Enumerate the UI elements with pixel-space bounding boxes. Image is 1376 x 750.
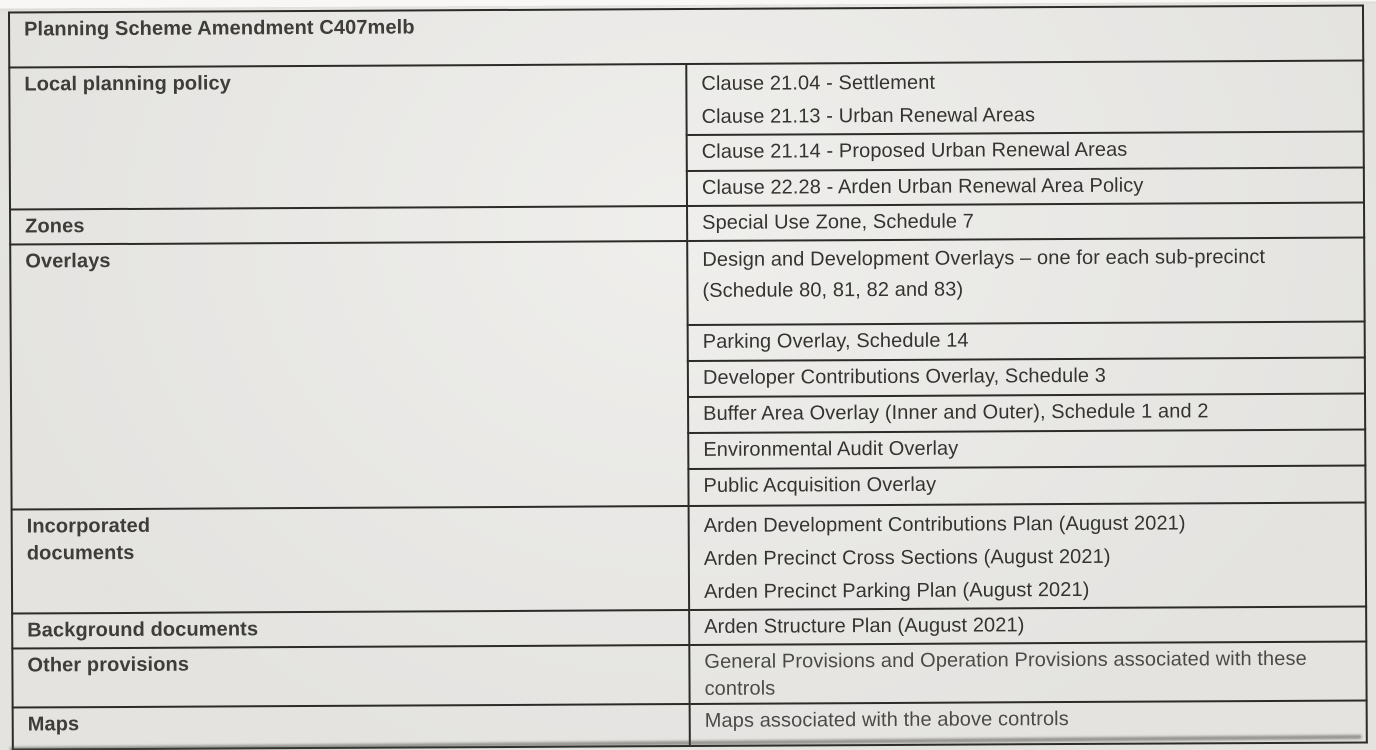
table-row: [12, 502, 1367, 613]
overlay-parking: Parking Overlay, Schedule 14: [702, 329, 969, 353]
doc-arden-dev-contributions-plan: Arden Development Contributions Plan (August 2021): [703, 512, 1186, 537]
clause-2114: Clause 21.14 - Proposed Urban Renewal Areas: [701, 138, 1128, 163]
cell-overlays-5: [688, 429, 1365, 469]
incorporated-documents-label: Incorporated documents: [26, 514, 151, 565]
row-label-overlays: Overlays: [10, 241, 688, 510]
cell-local-planning-policy-2: [687, 131, 1364, 171]
row-label-local-planning-policy: Local planning policy: [9, 64, 687, 210]
cell-other-provisions: [689, 641, 1366, 704]
cell-overlays-6: [688, 465, 1365, 506]
table-row: [12, 641, 1366, 707]
overlay-developer-contributions: Developer Contributions Overlay, Schedule 3: [702, 364, 1106, 389]
row-label-maps: Maps: [13, 704, 690, 750]
row-label-other-provisions: Other provisions: [12, 645, 689, 708]
maps-value: Maps associated with the above controls: [704, 708, 1069, 732]
cell-overlays-2: [688, 321, 1365, 361]
doc-arden-structure-plan: Arden Structure Plan (August 2021): [704, 614, 1025, 638]
clause-2113: Clause 21.13 - Urban Renewal Areas: [701, 104, 1036, 128]
table-title: Planning Scheme Amendment C407melb: [9, 5, 1363, 67]
clause-2104: Clause 21.04 - Settlement: [701, 71, 936, 95]
overlay-design-development: Design and Development Overlays – one for each sub-precinct (Schedule 80, 81, 82 and 83): [702, 245, 1266, 302]
planning-scheme-amendment-table: [8, 4, 1368, 750]
cell-overlays-4: [688, 393, 1365, 433]
clause-2228: Clause 22.28 - Arden Urban Renewal Area Policy: [701, 174, 1144, 199]
overlay-buffer-area: Buffer Area Overlay (Inner and Outer), Schedule 1 and 2: [703, 400, 1209, 425]
table-row: [9, 60, 1363, 138]
overlay-public-acquisition: Public Acquisition Overlay: [703, 473, 937, 497]
scanned-page: [0, 1, 1376, 750]
overlay-environmental-audit: Environmental Audit Overlay: [703, 437, 959, 461]
cell-local-planning-policy-1: [686, 60, 1363, 135]
cell-overlays-3: [688, 357, 1365, 397]
cell-overlays-1: [687, 237, 1364, 325]
doc-arden-precinct-parking-plan: Arden Precinct Parking Plan (August 2021): [703, 578, 1090, 603]
row-label-background-documents: Background documents: [12, 610, 689, 649]
row-label-incorporated-documents: [12, 506, 690, 614]
cell-incorporated-documents: [689, 502, 1367, 610]
doc-arden-precinct-cross-sections: Arden Precinct Cross Sections (August 2021): [703, 545, 1111, 570]
cell-local-planning-policy-3: [687, 167, 1364, 206]
zones-value: Special Use Zone, Schedule 7: [702, 210, 975, 234]
table-row: [10, 237, 1364, 328]
cell-zones: [687, 202, 1364, 241]
other-provisions-value: General Provisions and Operation Provisions associated with these controls: [704, 647, 1307, 700]
cell-background-documents: [689, 606, 1366, 645]
table-header-row: [9, 5, 1363, 67]
row-label-zones: Zones: [10, 206, 687, 245]
